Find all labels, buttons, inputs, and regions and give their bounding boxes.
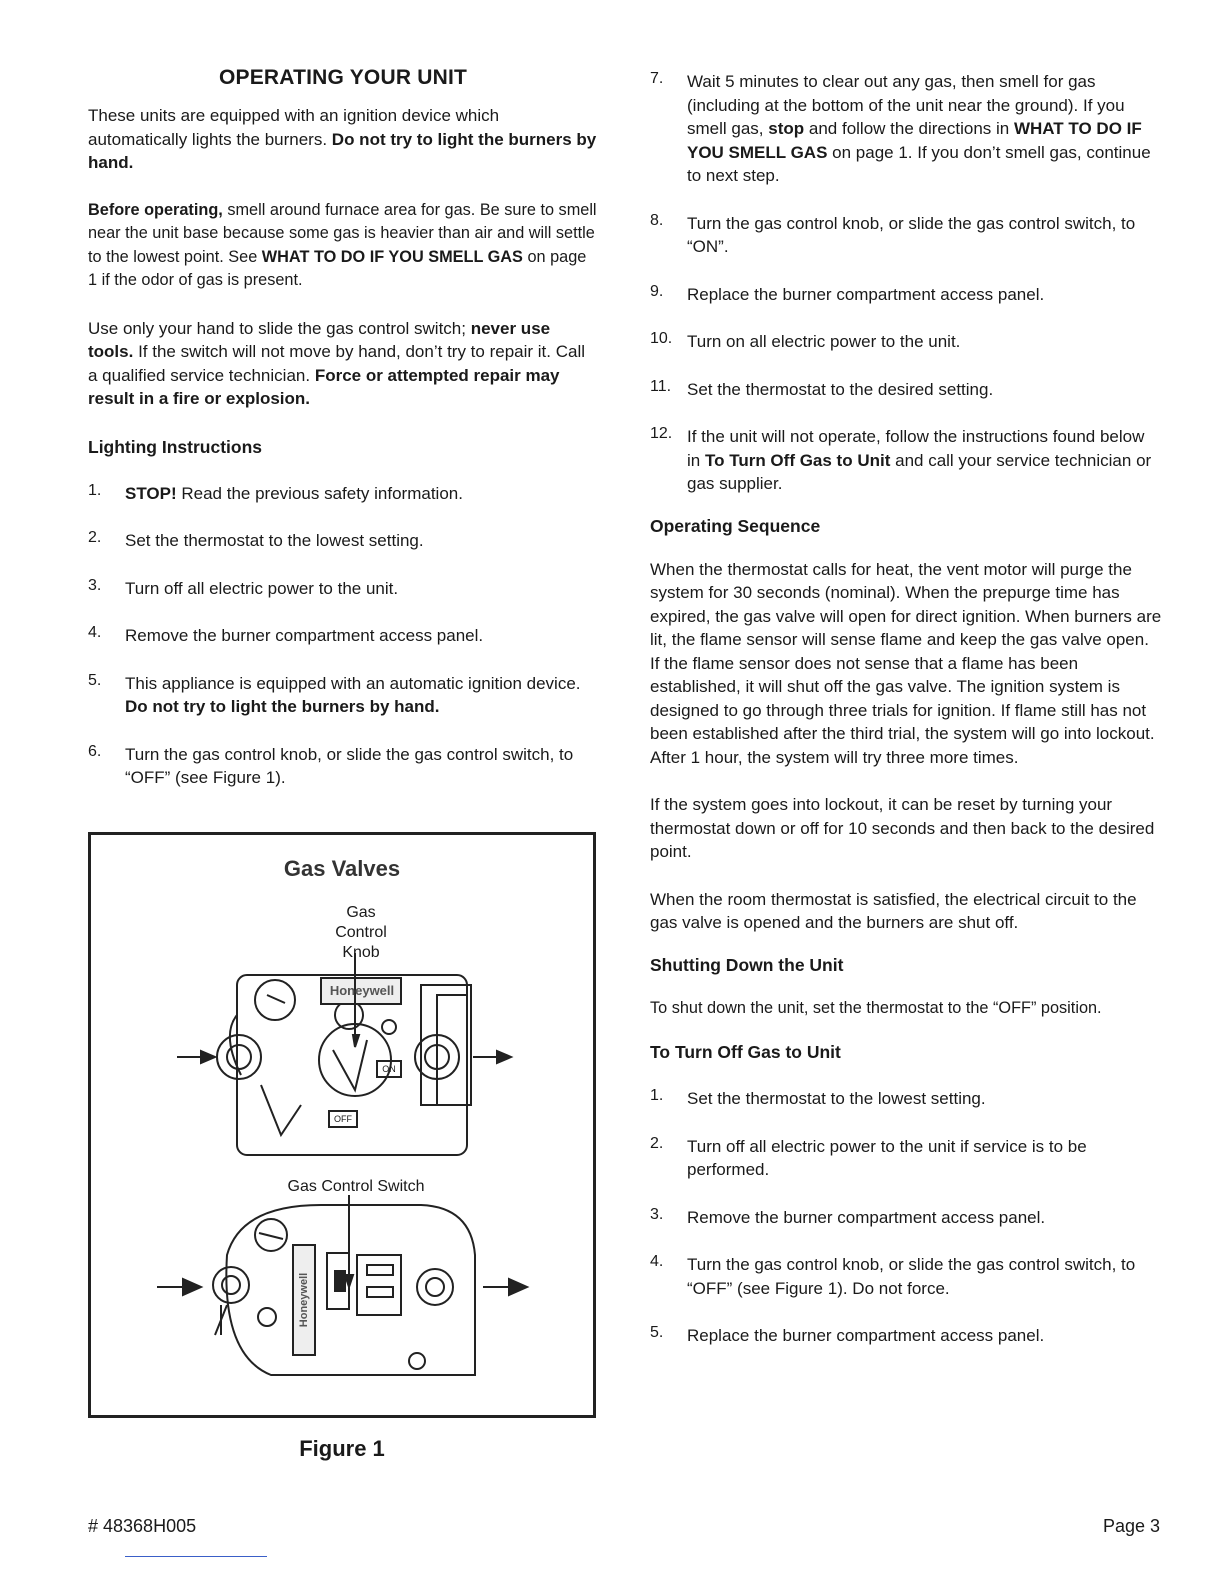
list-item: 1. STOP! Read the previous safety information. — [88, 481, 463, 503]
list-item: 3. Remove the burner compartment access panel. — [650, 1205, 1046, 1227]
shutting-down-paragraph: To shut down the unit, set the thermostat to the “OFF” position. — [650, 998, 1102, 1017]
list-item: 8. Turn the gas control knob, or slide the gas control switch, to “ON”. — [650, 211, 1136, 256]
list-item: 6. Turn the gas control knob, or slide the gas control switch, to “OFF” (see Figure 1). — [88, 742, 574, 787]
list-item: 2. Turn off all electric power to the unit if service is to be performed. — [650, 1134, 1087, 1179]
intro-paragraph: These units are equipped with an ignition device which automatically lights the burners. Do not try to light the burners by hand. — [88, 106, 597, 172]
on-label: ON — [382, 1064, 396, 1074]
list-item: 1. Set the thermostat to the lowest setting. — [650, 1087, 986, 1108]
knob-label: Gas Control Knob — [335, 904, 387, 961]
lighting-heading: Lighting Instructions — [88, 436, 263, 457]
brand-label-bottom: Honeywell — [298, 1272, 310, 1328]
figure-caption: Figure 1 — [299, 1436, 385, 1461]
flow-arrow-out-bottom — [483, 1279, 527, 1295]
list-item: 4. Remove the burner compartment access panel. — [88, 624, 484, 645]
left-column — [88, 66, 598, 814]
flow-arrow-in-top — [177, 1051, 215, 1063]
flow-arrow-out-top — [473, 1051, 511, 1063]
list-item: 5. Replace the burner compartment access panel. — [650, 1324, 1045, 1345]
turn-off-gas-heading: To Turn Off Gas to Unit — [650, 1042, 841, 1062]
switch-label: Gas Control Switch — [287, 1178, 425, 1195]
sequence-paragraph-3: When the room thermostat is satisfied, the electrical circuit to the gas valve is opened and the burners are shut off. — [650, 889, 1137, 932]
document-number: # 48368H005 — [88, 1516, 197, 1536]
shutting-down-heading: Shutting Down the Unit — [650, 954, 844, 975]
footer-rule — [125, 1556, 267, 1557]
list-item: 12. If the unit will not operate, follow the instructions found below in To Turn Off Gas to Unit and call your service technician or gas supplier. — [650, 425, 1152, 493]
flow-arrow-in-bottom — [157, 1279, 201, 1295]
sequence-paragraph-1: When the thermostat calls for heat, the vent motor will purge the system for 30 seconds (nominal). When the prepurge time has expired, the gas valve will open for direct ignition. When burners are lit, the flame sensor will sense flame and keep the gas valve open. If the flame sensor does not sense that a flame has been established, it will shut off the gas valve. The ignition system is designed to go through three trials for ignition. If flame still has not been established after the third trial, the system will go into lockout. After 1 hour, the system will try three more times. — [650, 559, 1162, 767]
list-item: 9. Replace the burner compartment access panel. — [650, 282, 1045, 304]
off-label: OFF — [334, 1114, 352, 1124]
list-item: 5. This appliance is equipped with an automatic ignition device. Do not try to light the burners by hand. — [88, 671, 581, 716]
brand-label-top: Honeywell — [329, 983, 395, 998]
right-column — [650, 70, 1162, 1372]
list-item: 10. Turn on all electric power to the unit. — [650, 330, 961, 351]
gas-valves-figure — [88, 832, 596, 1418]
list-item: 11. Set the thermostat to the desired setting. — [650, 377, 994, 399]
list-item: 3. Turn off all electric power to the unit. — [88, 576, 399, 598]
list-item: 2. Set the thermostat to the lowest setting. — [88, 529, 424, 550]
gas-valve-bottom — [213, 1195, 475, 1375]
list-item: 4. Turn the gas control knob, or slide the gas control switch, to “OFF” (see Figure 1). Do not force. — [650, 1253, 1136, 1298]
list-item: 7. Wait 5 minutes to clear out any gas, then smell for gas (including at the bottom of the unit near the ground). If you smell gas, stop and follow the directions in WHAT TO DO IF YOU SMELL GAS on page 1. If you don’t smell gas, continue to next step. — [650, 70, 1151, 185]
page-number: Page 3 — [1102, 1516, 1160, 1536]
before-operating-paragraph: Before operating, smell around furnace area for gas. Be sure to smell near the unit base because some gas is heavier than air and will settle to the lowest point. See WHAT TO DO IF YOU SMELL GAS on page 1 if the odor of gas is present. — [88, 200, 597, 289]
operating-sequence-heading: Operating Sequence — [650, 515, 821, 536]
figure-title: Gas Valves — [283, 856, 401, 881]
tools-warning-paragraph: Use only your hand to slide the gas control switch; never use tools. If the switch will not move by hand, don’t try to repair it. Call a qualified service technician. Force or attempted repair may result in a fire or explosion. — [88, 318, 585, 408]
page-title: OPERATING YOUR UNIT — [218, 66, 468, 89]
sequence-paragraph-2: If the system goes into lockout, it can be reset by turning your thermostat down or off for 10 seconds and then back to the desired point. — [650, 795, 1155, 861]
